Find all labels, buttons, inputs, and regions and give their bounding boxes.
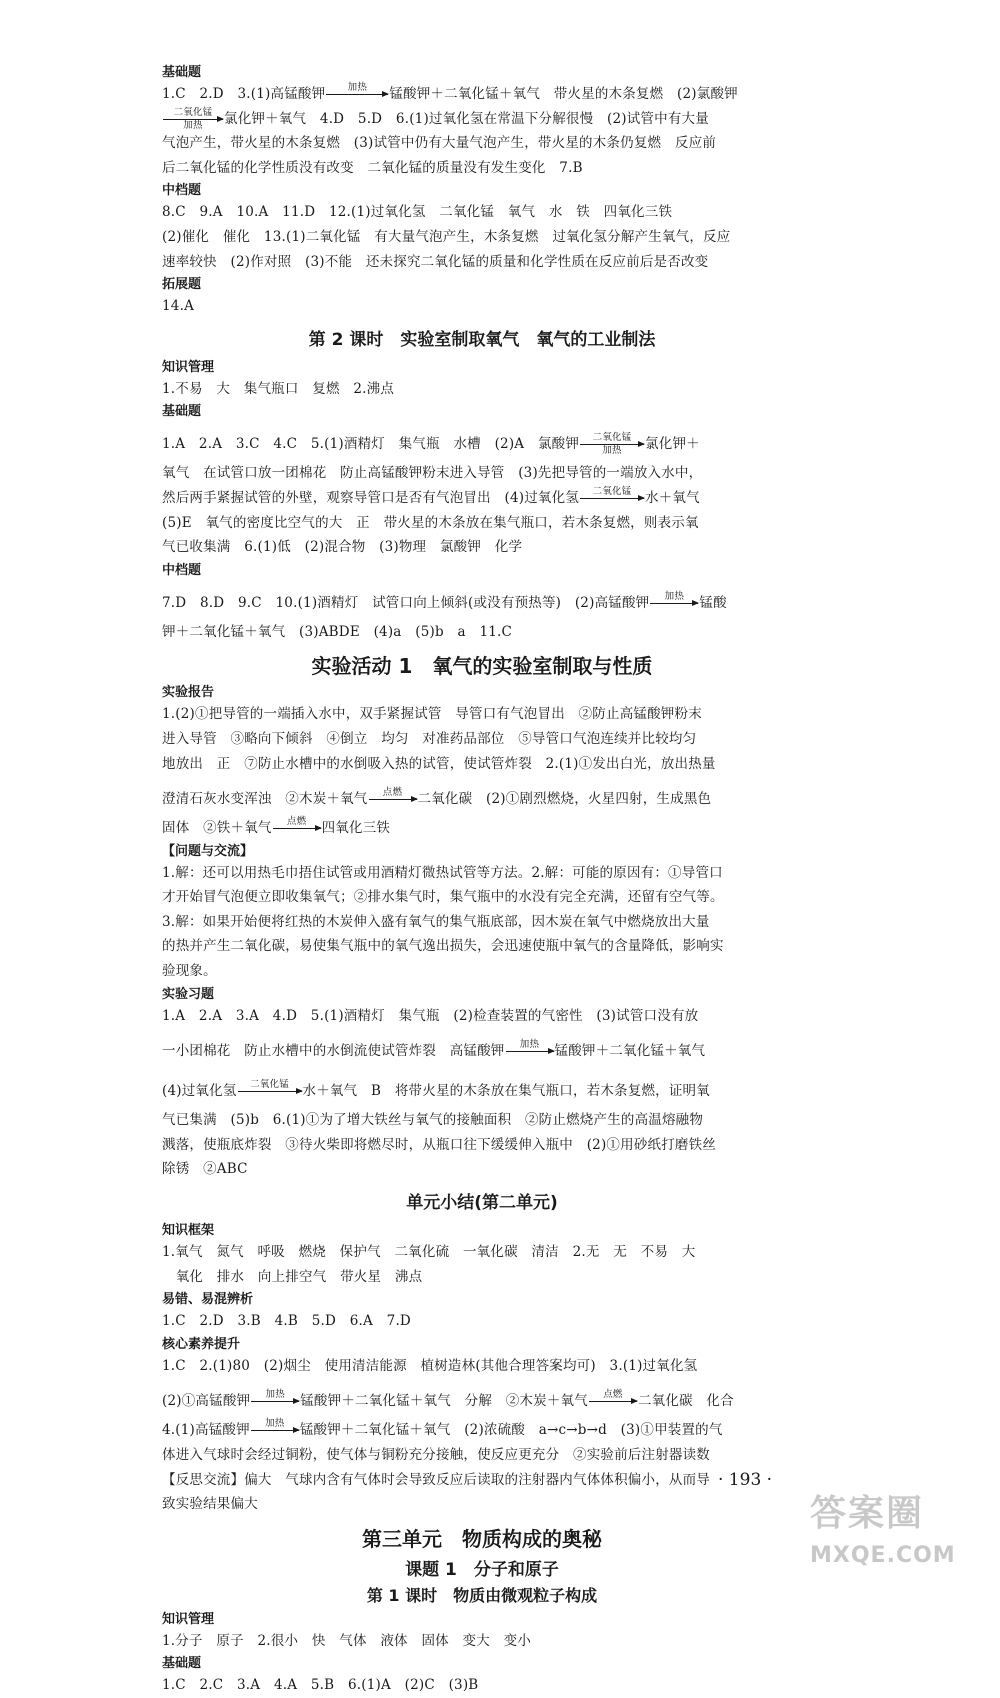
answer-line: 气泡产生，带火星的木条复燃 (3)试管中仍有大量气泡产生，带火星的木条仍复燃 反应前 [162,135,717,152]
answer-line: 验现象。 [162,963,217,980]
watermark-logo [802,1485,982,1585]
answer-line: 1.A 2.A 3.A 4.D 5.(1)酒精灯 集气瓶 (2)检查装置的气密性 (3)试管口没有放 [162,1007,699,1024]
answer-line: 氧气 在试管口放一团棉花 防止高锰酸钾粉末进入导管 (3)先把导管的一端放入水中， [162,465,703,482]
section-label-core: 核心素养提升 [162,1336,241,1352]
section-label-errors: 易错、易混辨析 [162,1292,254,1308]
lesson-title: 第 1 课时 物质由微观粒子构成 [366,1585,598,1605]
section-label-exercise: 实验习题 [162,986,215,1002]
section-label-ext: 拓展题 [162,277,202,293]
section-label-qa: 【问题与交流】 [162,843,254,859]
answer-line: (5)E 氧气的密度比空气的大 正 带火星的木条放在集气瓶口，若木条复燃，则表示氧 [162,514,699,531]
answer-line: 1.解：还可以用热毛巾捂住试管或用酒精灯微热试管等方法。2.解：可能的原因有：①导管口 [162,864,723,881]
answer-line: 7.D 8.D 9.C 10.(1)酒精灯 试管口向上倾斜(或没有预热等) (2)高锰酸钾 加热 锰酸 [162,580,802,620]
answer-line: 致实验结果偏大 [162,1496,258,1513]
reaction-arrow: 点燃 [589,1390,637,1413]
answer-line: 1.氧气 氮气 呼吸 燃烧 保护气 二氧化硫 一氧化碳 清洁 2.无 无 不易 大 [162,1244,696,1261]
reaction-arrow: 二氧化锰 [238,1080,302,1103]
answer-line: 1.C 2.D 3.(1)高锰酸钾 加热 锰酸钾＋二氧化锰＋氧气 带火星的木条复燃 (2)氯酸钾 [162,82,802,107]
reaction-arrow: 加热 [251,1419,299,1442]
answer-line: (4)过氧化氢 二氧化锰 水＋氧气 B 将带火星的木条放在集气瓶口，若木条复燃，证明氧 [162,1068,802,1108]
activity-title: 实验活动 1 氧气的实验室制取与性质 [311,654,653,679]
answer-line: (2)①高锰酸钾 加热 锰酸钾＋二氧化锰＋氧气 分解 ②木炭＋氧气 点燃 二氧化碳 化合 [162,1378,802,1418]
section-label-knowledge: 知识管理 [162,1611,215,1627]
reaction-arrow: 二氧化锰 加热 [163,108,223,131]
answer-line: 钾＋二氧化锰＋氧气 (3)ABDE (4)a (5)b a 11.C [162,623,513,640]
answer-line: 1.(2)①把导管的一端插入水中，双手紧握试管 导管口有气泡冒出 ②防止高锰酸钾粉末 [162,706,702,723]
answer-line: 的热并产生二氧化碳，易使集气瓶中的氧气逸出损失，会迅速使瓶中氧气的含量降低，影响实 [162,938,724,955]
answer-line: 澄清石灰水变浑浊 ②木炭＋氧气 点燃 二氧化碳 (2)①剧烈燃烧，火星四射，生成黑色 [162,776,802,816]
answer-line: 氧化 排水 向上排空气 带火星 沸点 [162,1268,423,1285]
answer-line: 4.(1)高锰酸钾 加热 锰酸钾＋二氧化锰＋氧气 (2)浓硫酸 a→c→b→d (3)①甲装置的气 [162,1418,802,1443]
answer-line: 二氧化锰 加热 氯化钾＋氧气 4.D 5.D 6.(1)过氧化氢在常温下分解很慢 (2)试管中有大量 [162,107,802,132]
answer-line: 8.C 9.A 10.A 11.D 12.(1)过氧化氢 二氧化锰 氧气 水 铁 四氧化三铁 [162,204,673,221]
reaction-arrow: 二氧化锰 [580,487,644,510]
reaction-arrow: 加热 [251,1390,299,1413]
answer-line: 体进入气球时会经过铜粉，使气体与铜粉充分接触，使反应更充分 ②实验前后注射器读数 [162,1447,710,1463]
answer-line: 1.C 2.D 3.B 4.B 5.D 6.A 7.D [162,1313,411,1330]
answer-line: 1.C 2.(1)80 (2)烟尘 使用清洁能源 植树造林(其他合理答案均可) 3.(1)过氧化氢 [162,1357,698,1374]
answer-line: 1.不易 大 集气瓶口 复燃 2.沸点 [162,380,395,397]
reaction-arrow: 加热 [650,592,698,615]
section-label-basic: 基础题 [162,1656,202,1672]
section-label-mid: 中档题 [162,562,202,578]
answer-line: 地放出 正 ⑦防止水槽中的水倒吸入热的试管，使试管炸裂 2.(1)①发出白光，放出热量 [162,755,716,772]
answer-line: 进入导管 ③略向下倾斜 ④倒立 均匀 对准药品部位 ⑤导管口气泡连续并比较均匀 [162,730,697,747]
answer-line: 1.分子 原子 2.很小 快 气体 液体 固体 变大 变小 [162,1632,532,1649]
section-label-report: 实验报告 [162,685,215,701]
answer-line: 一小团棉花 防止水槽中的水倒流使试管炸裂 高锰酸钾 加热 锰酸钾＋二氧化锰＋氧气 [162,1028,802,1068]
topic-title: 课题 1 分子和原子 [405,1559,559,1580]
section-label-basic: 基础题 [162,65,202,80]
answer-line: 后二氧化锰的化学性质没有改变 二氧化锰的质量没有发生变化 7.B [162,159,583,176]
answer-line: 3.解：如果开始便将红热的木炭伸入盛有氧气的集气瓶底部，因木炭在氧气中燃烧放出大量 [162,913,710,930]
answer-line: 除锈 ②ABC [162,1161,248,1178]
reaction-arrow: 点燃 [369,788,417,811]
lesson-title: 第 2 课时 实验室制取氧气 氧气的工业制法 [308,329,656,350]
answer-line: 速率较快 (2)作对照 (3)不能 还未探究二氧化锰的质量和化学性质在反应前后是否改变 [162,253,709,270]
reaction-arrow: 二氧化锰 加热 [580,433,644,456]
section-label-basic: 基础题 [162,404,202,420]
page-number: · 193 · [718,1470,773,1490]
answer-line: 固体 ②铁＋氧气 点燃 四氧化三铁 [162,816,802,841]
section-label-knowledge: 知识管理 [162,359,215,375]
answer-line: 气已集满 (5)b 6.(1)①为了增大铁丝与氧气的接触面积 ②防止燃烧产生的高温熔融物 [162,1112,704,1129]
answer-line: 溅落，使瓶底炸裂 ③待火柴即将燃尽时，从瓶口往下缓缓伸入瓶中 (2)①用砂纸打磨铁丝 [162,1136,717,1153]
answer-line: 才开始冒气泡便立即收集氧气；②排水集气时，集气瓶中的水没有完全充满，还留有空气等。 [162,889,724,906]
reaction-arrow: 加热 [506,1040,554,1063]
answer-line: 【反思交流】偏大 气球内含有气体时会导致反应后读取的注射器内气体体积偏小，从而导 [162,1471,710,1488]
reaction-arrow: 加热 [326,83,388,106]
reaction-arrow: 点燃 [273,817,321,840]
unit-title: 第三单元 物质构成的奥秘 [362,1526,602,1551]
answer-line: 然后两手紧握试管的外壁，观察导管口是否有气泡冒出 (4)过氧化氢 二氧化锰 水＋氧气 [162,486,802,511]
answer-line: (2)催化 催化 13.(1)二氧化锰 有大量气泡产生，木条复燃 过氧化氢分解产生氧气，反应 [162,228,731,245]
answer-line: 1.A 2.A 3.C 4.C 5.(1)酒精灯 集气瓶 水槽 (2)A 氯酸钾 二氧化锰 加热 氯化钾＋ [162,432,700,457]
answer-line: 气已收集满 6.(1)低 (2)混合物 (3)物理 氯酸钾 化学 [162,539,523,556]
watermark-text: 答案圈 [810,1493,925,1534]
section-label-framework: 知识框架 [162,1223,215,1239]
answer-page [162,62,802,1698]
section-label-mid: 中档题 [162,183,202,199]
answer-line: 1.C 2.C 3.A 4.A 5.B 6.(1)A (2)C (3)B [162,1677,479,1694]
unit-summary-title: 单元小结(第二单元) [406,1193,558,1214]
answer-line: 14.A [162,298,195,315]
watermark-url: MXQE.COM [810,1543,956,1568]
